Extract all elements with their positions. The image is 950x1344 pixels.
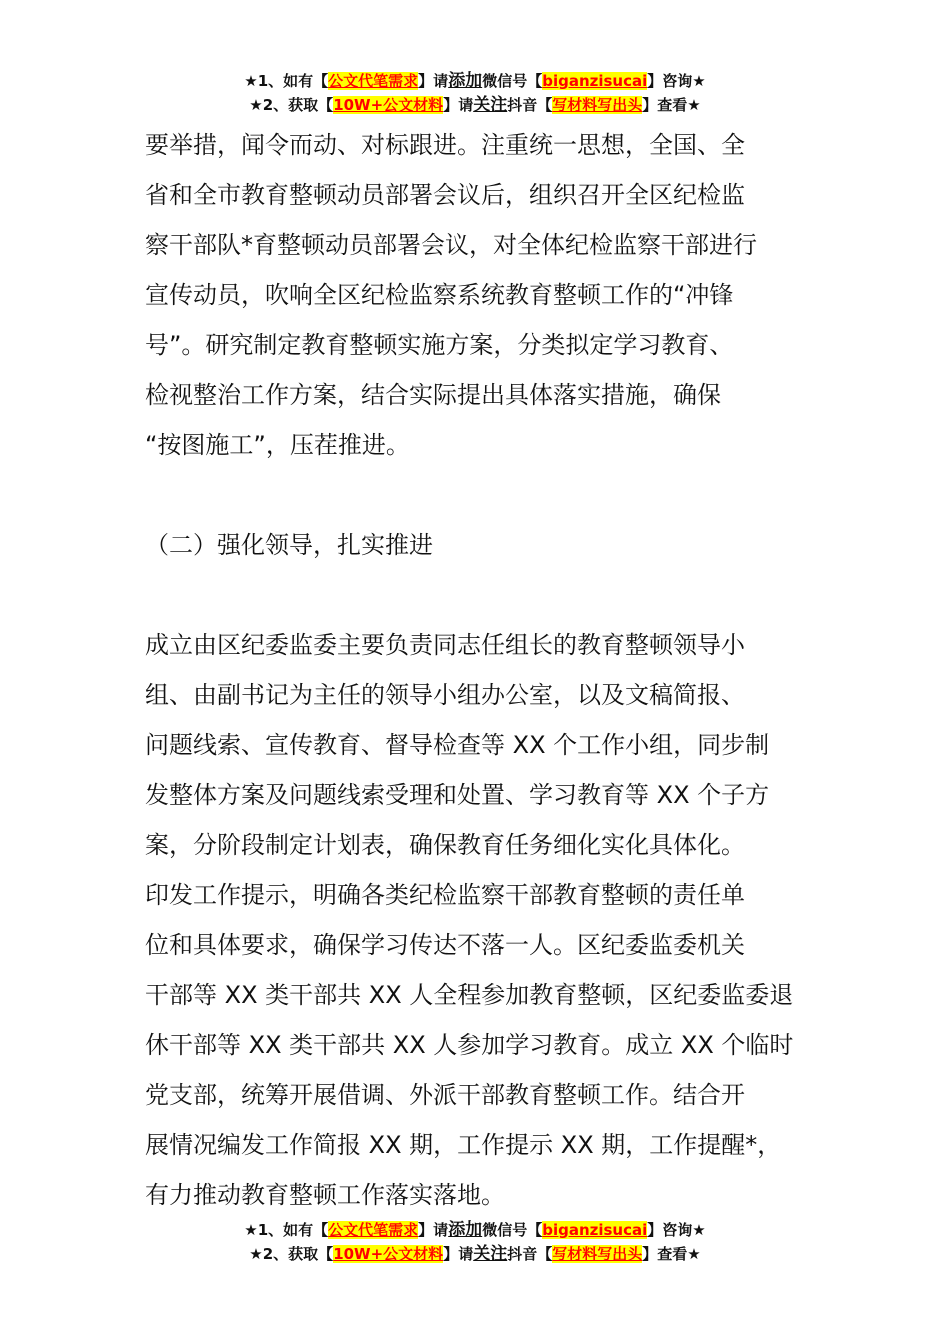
text-line: 察干部队*育整顿动员部署会议，对全体纪检监察干部进行: [145, 231, 757, 259]
text: 】查看★: [642, 96, 701, 114]
underlined-text: 添加: [448, 71, 483, 91]
banner-line-2: [0, 1242, 950, 1266]
text-line: “按图施工”，压茬推进。: [145, 431, 410, 459]
text-line: 问题线索、宣传教育、督导检查等 XX 个工作小组，同步制: [145, 731, 770, 759]
text-line: 印发工作提示，明确各类纪检监察干部教育整顿的责任单: [145, 881, 745, 909]
text: 2、获取【: [262, 1245, 334, 1263]
highlight: 写材料写出头: [552, 96, 643, 114]
text-line: 位和具体要求，确保学习传达不落一人。区纪委监委机关: [145, 931, 745, 959]
paragraph: [145, 120, 825, 470]
star: ★: [249, 1245, 263, 1263]
paragraph: [145, 620, 825, 1220]
highlight: 10W+公文材料: [333, 96, 444, 114]
text-line: （二）强化领导，扎实推进: [145, 531, 433, 559]
text-line: 宣传动员，吹响全区纪检监察系统教育整顿工作的“冲锋: [145, 281, 734, 309]
text: 】咨询★: [647, 1221, 706, 1239]
highlight: 公文代笔需求: [328, 72, 419, 90]
star: ★: [249, 96, 263, 114]
text-line: 检视整治工作方案，结合实际提出具体落实措施，确保: [145, 381, 721, 409]
text: 】请: [418, 1221, 449, 1239]
text-line: 号”。研究制定教育整顿实施方案，分类拟定学习教育、: [145, 331, 734, 359]
star: ★: [244, 72, 258, 90]
banner-line-1: [0, 69, 950, 93]
document-body: [145, 120, 825, 1220]
highlight: 公文代笔需求: [328, 1221, 419, 1239]
text: 2、获取【: [262, 96, 334, 114]
text-line: 干部等 XX 类干部共 XX 人全程参加教育整顿，区纪委监委退: [145, 981, 794, 1009]
highlight: 10W+公文材料: [333, 1245, 444, 1263]
underlined-text: 关注: [473, 1244, 508, 1264]
highlight: biganzisucai: [542, 1221, 648, 1239]
text-line: 省和全市教育整顿动员部署会议后，组织召开全区纪检监: [145, 181, 745, 209]
text: 】查看★: [642, 1245, 701, 1263]
text-line: 休干部等 XX 类干部共 XX 人参加学习教育。成立 XX 个临时: [145, 1031, 794, 1059]
paragraph-gap: [145, 570, 825, 620]
text: 抖音【: [507, 1245, 553, 1263]
text: 抖音【: [507, 96, 553, 114]
text-line: 党支部，统筹开展借调、外派干部教育整顿工作。结合开: [145, 1081, 745, 1109]
ad-banner-top: [0, 69, 950, 117]
banner-line-2: [0, 93, 950, 117]
star: ★: [244, 1221, 258, 1239]
text: 1、如有【: [257, 72, 329, 90]
text-line: 成立由区纪委监委主要负责同志任组长的教育整顿领导小: [145, 631, 745, 659]
section-heading: [145, 520, 825, 570]
banner-line-1: [0, 1218, 950, 1242]
text-line: 组、由副书记为主任的领导小组办公室，以及文稿简报、: [145, 681, 745, 709]
text: 】请: [443, 1245, 474, 1263]
highlight: biganzisucai: [542, 72, 648, 90]
underlined-text: 关注: [473, 95, 508, 115]
highlight: 写材料写出头: [552, 1245, 643, 1263]
text: 】请: [443, 96, 474, 114]
text: 微信号【: [482, 1221, 543, 1239]
paragraph-gap: [145, 470, 825, 520]
text-line: 案，分阶段制定计划表，确保教育任务细化实化具体化。: [145, 831, 745, 859]
text: 微信号【: [482, 72, 543, 90]
underlined-text: 添加: [448, 1220, 483, 1240]
text-line: 发整体方案及问题线索受理和处置、学习教育等 XX 个子方: [145, 781, 770, 809]
text-line: 有力推动教育整顿工作落实落地。: [145, 1181, 505, 1209]
text-line: 展情况编发工作简报 XX 期，工作提示 XX 期，工作提醒*，: [145, 1131, 782, 1159]
text: 】请: [418, 72, 449, 90]
text-line: 要举措，闻令而动、对标跟进。注重统一思想，全国、全: [145, 131, 745, 159]
text: 】咨询★: [647, 72, 706, 90]
ad-banner-bottom: [0, 1218, 950, 1266]
text: 1、如有【: [257, 1221, 329, 1239]
